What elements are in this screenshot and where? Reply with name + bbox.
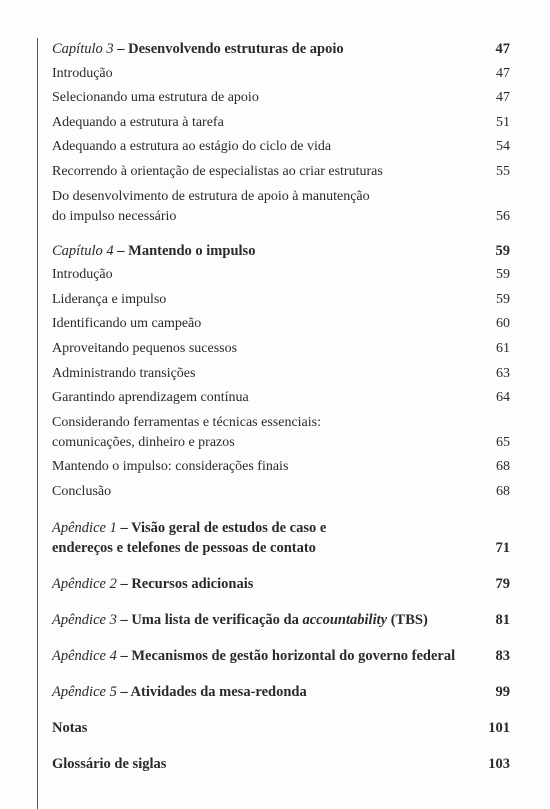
page-number: 83 xyxy=(495,647,510,664)
toc-item xyxy=(52,413,510,453)
item-title: Conclusão xyxy=(52,483,112,499)
appendix-title: Atividades da mesa-redonda xyxy=(130,683,307,700)
appendix-title: Mecanismos de gestão horizontal do governo federal xyxy=(131,647,456,664)
table-of-contents xyxy=(52,38,510,774)
item-title: Mantendo o impulso: considerações finais xyxy=(52,459,289,475)
appendix-label: Apêndice 5 xyxy=(52,683,117,700)
page-number: 81 xyxy=(495,611,510,628)
appendix-label: Apêndice 3 xyxy=(52,611,117,628)
dash: – xyxy=(117,242,125,259)
appendix-label: Apêndice 1 xyxy=(52,519,117,536)
item-title: Aproveitando pequenos sucessos xyxy=(52,340,238,356)
page-number: 59 xyxy=(496,267,510,283)
page-number: 60 xyxy=(496,316,510,332)
page-number: 51 xyxy=(496,114,510,130)
appendix-label: Apêndice 2 xyxy=(52,575,117,592)
item-title: Identificando um campeão xyxy=(52,316,202,332)
dash: – xyxy=(120,519,128,536)
toc-item xyxy=(52,364,510,384)
toc-item xyxy=(52,265,510,285)
page-number: 63 xyxy=(496,365,510,381)
chapter-label: Capítulo 3 xyxy=(52,41,114,57)
appendix-title-post: (TBS) xyxy=(387,611,428,628)
page-number: 79 xyxy=(495,575,510,592)
appendix-4-heading xyxy=(52,646,510,666)
toc-item xyxy=(52,187,510,227)
item-title: Garantindo aprendizagem contínua xyxy=(52,390,249,406)
page-number: 71 xyxy=(495,539,510,556)
page-number: 47 xyxy=(496,65,510,81)
notes-heading xyxy=(52,718,510,738)
item-title: Introdução xyxy=(52,65,113,81)
page-number: 64 xyxy=(496,390,510,406)
page-number: 99 xyxy=(495,683,510,700)
item-title-line-1: Do desenvolvimento de estrutura de apoio à manutenção xyxy=(52,188,370,204)
toc-item xyxy=(52,88,510,108)
appendix-title: Recursos adicionais xyxy=(131,575,254,592)
item-title: Selecionando uma estrutura de apoio xyxy=(52,90,259,106)
item-title-line-2: do impulso necessário xyxy=(52,208,177,224)
appendix-3-heading xyxy=(52,610,510,630)
toc-item xyxy=(52,290,510,310)
page-number: 55 xyxy=(496,163,510,179)
toc-item xyxy=(52,113,510,133)
item-title-line-2: comunicações, dinheiro e prazos xyxy=(52,434,235,450)
page-number: 101 xyxy=(488,719,510,736)
toc-item xyxy=(52,339,510,359)
page-number: 103 xyxy=(488,755,510,772)
dash: – xyxy=(120,647,128,664)
chapter-title: Mantendo o impulso xyxy=(128,242,256,259)
margin-rule xyxy=(37,38,38,809)
page-number: 68 xyxy=(496,483,510,499)
toc-item xyxy=(52,137,510,157)
toc-item xyxy=(52,64,510,84)
page-number: 65 xyxy=(496,434,510,450)
dash: – xyxy=(117,41,125,57)
toc-item xyxy=(52,457,510,477)
glossary-title: Glossário de siglas xyxy=(52,755,167,772)
page-number: 47 xyxy=(495,41,510,57)
page-number: 54 xyxy=(496,139,510,155)
page-number: 59 xyxy=(495,242,510,259)
item-title: Adequando a estrutura ao estágio do ciclo de vida xyxy=(52,139,332,155)
page-number: 59 xyxy=(496,291,510,307)
dash: – xyxy=(120,575,128,592)
dash: – xyxy=(120,683,128,700)
chapter-label: Capítulo 4 xyxy=(52,242,114,259)
page-number: 56 xyxy=(496,208,510,224)
toc-item xyxy=(52,314,510,334)
chapter-4-heading xyxy=(52,241,510,261)
page-number: 47 xyxy=(496,90,510,106)
item-title: Adequando a estrutura à tarefa xyxy=(52,114,224,130)
appendix-title-line-1: Visão geral de estudos de caso e xyxy=(131,519,327,536)
appendix-5-heading xyxy=(52,682,510,702)
page-number: 68 xyxy=(496,459,510,475)
chapter-title: Desenvolvendo estruturas de apoio xyxy=(128,41,344,57)
notes-title: Notas xyxy=(52,719,88,736)
item-title: Recorrendo à orientação de especialistas ao criar estruturas xyxy=(52,163,383,179)
item-title: Liderança e impulso xyxy=(52,291,167,307)
appendix-2-heading xyxy=(52,574,510,594)
appendix-title-emphasis: accountability xyxy=(302,611,388,628)
item-title: Administrando transições xyxy=(52,365,196,381)
item-title: Introdução xyxy=(52,267,113,283)
glossary-heading xyxy=(52,754,510,774)
appendix-label: Apêndice 4 xyxy=(52,647,117,664)
appendix-title-pre: Uma lista de verificação da xyxy=(131,611,303,628)
page-number: 61 xyxy=(496,340,510,356)
toc-item xyxy=(52,162,510,182)
toc-item xyxy=(52,482,510,502)
chapter-3-heading xyxy=(52,39,510,59)
dash: – xyxy=(120,611,128,628)
toc-item xyxy=(52,388,510,408)
appendix-1-heading xyxy=(52,518,510,558)
item-title-line-1: Considerando ferramentas e técnicas essenciais: xyxy=(52,414,322,430)
appendix-title-line-2: endereços e telefones de pessoas de contato xyxy=(52,539,316,556)
